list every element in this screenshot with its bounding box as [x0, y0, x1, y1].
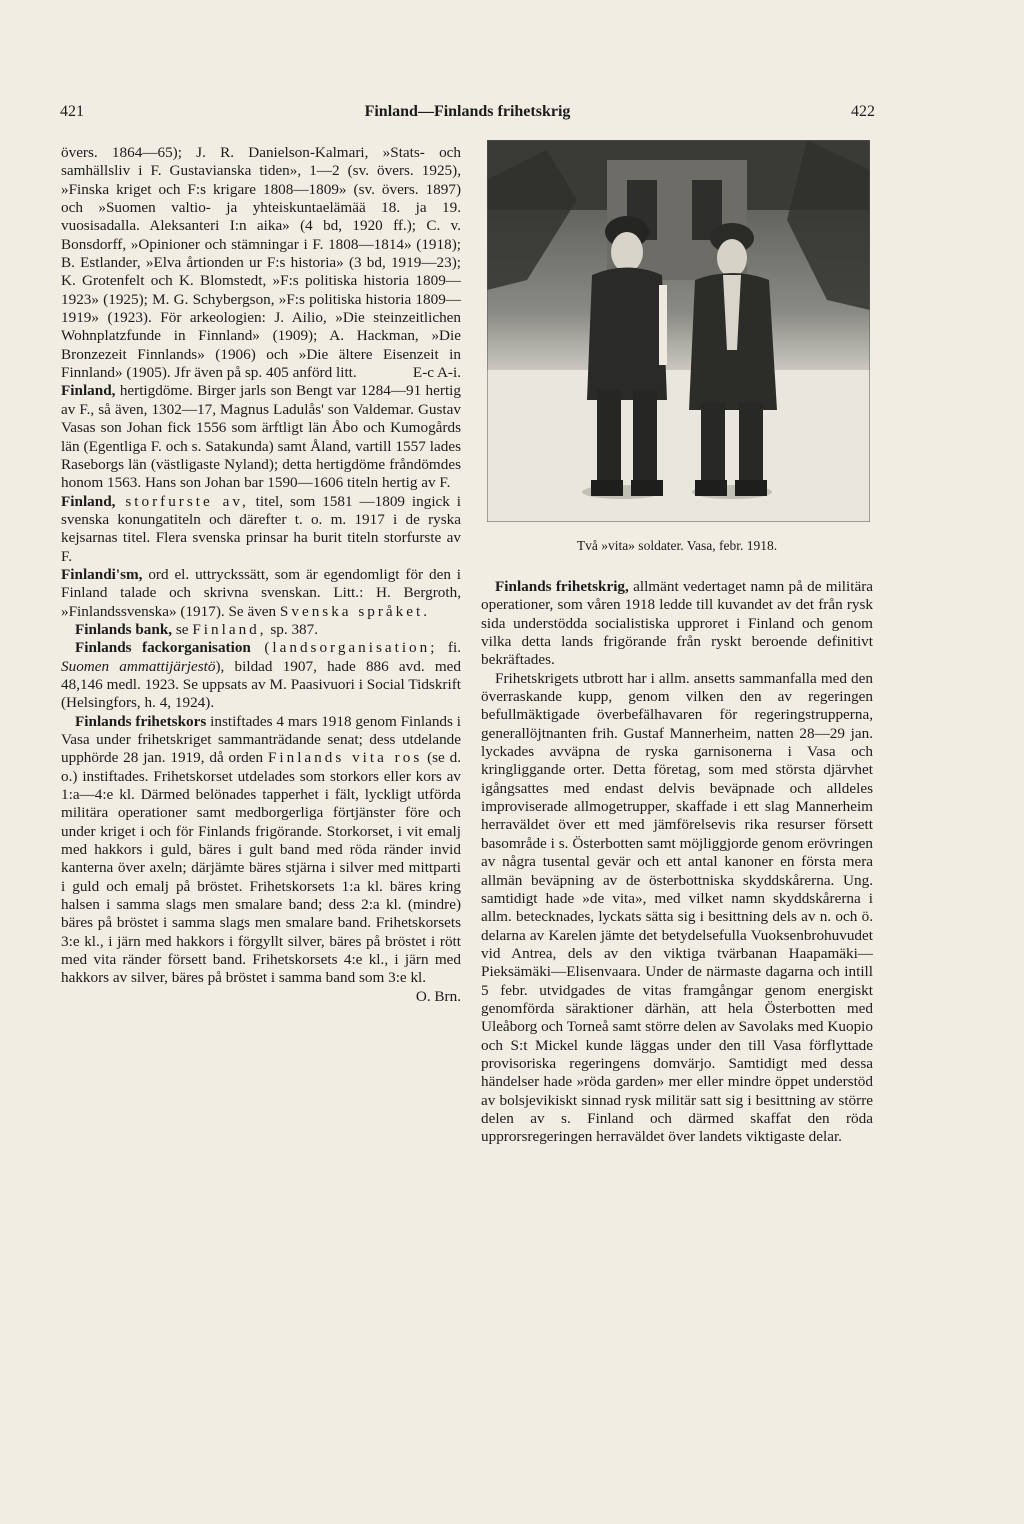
right-column [481, 578, 873, 1147]
entry-head: Finlands frihetskrig, [495, 578, 629, 595]
entry-finlands-frihetskors: Finlands frihetskors instiftades 4 mars 1918 genom Finlands i Vasa under frihetskriget sammanträdande senat; dess utdelande upphörde 28 jan. 1919, då orden Finlands vita ros (se d. o.) instiftades. Frihetskorset utdelades som storkors eller kors av 1:a—4:e kl. Därmed belönades tapperhet i fält, lyckligt utförda militära operationer samt medborgerliga förtjänster före och under kriget i och för Finlands frigörande. Storkorset, i vit emalj med hakkors i guld, bäres i gult band med röda ränder invid kanterna över axeln; därjämte bäres stjärna i silver med mittparti i guld och emalj på bröstet. Frihetskorsets 1:a kl. bäres kring halsen i samma slags men smalare band; dess 2:a kl. (mindre) bäres på bröstet i samma slags men smalare band. Frihetskorsets 3:e kl., i järn med hakkors i förgyllt silver, bäres på bröstet i rött med vita ränder försett band. Frihetskorsets 4:e kl., i järn med hakkors av silver, bäres på bröstet i samma band som 3:e kl. O. Brn. [61, 712, 461, 1005]
author-signature: O. Brn. [415, 987, 461, 1005]
entry-finlands-bank: Finlands bank, se Finland, sp. 387. [75, 620, 319, 638]
bibliography-paragraph: övers. 1864—65); J. R. Danielson-Kalmari, »Stats- och samhällsliv i F. Gustavianska tiden», 1—2 (sv. övers. 1925), »Finska kriget och F:s krigare 1808—1809» (sv. övers. 1897) och »Suomen valtio- ja yhteiskuntaelämää 18. ja 19. vuosisadalla. Aleksanteri I:n aika» (4 bd, 1920 ff.); C. v. Bonsdorff, »Opinioner och stämningar i F. 1808—1814» (1918); B. Estlander, »Elva årtionden ur F:s historia» (3 bd, 1919—23); K. Grotenfelt och K. Blomstedt, »F:s politiska historia 1809—1923» (1925); M. G. Schybergson, »F:s politiska historia 1809—1919» (1923). För arkeologien: J. Ailio, »Die steinzeitlichen Wohnplatzfunde in Finnland» (1909); A. Hackman, »Die Bronzezeit Finnlands» (1906) och »Die ältere Eisenzeit in Finnland» (1905). Jfr även på sp. 405 anförd litt. E-c A-i. [61, 144, 461, 382]
entry-head: Finland, [61, 492, 116, 510]
left-page-number: 421 [60, 103, 84, 120]
entry-head: Finlands bank, [75, 620, 173, 638]
right-page-number: 422 [851, 103, 875, 120]
entry-head: Finlandi'sm, [61, 565, 143, 583]
entry-finland-storfurste: Finland, storfurste av, titel, som 1581 —1809 ingick i svenska konungatiteln och därefter t. o. m. 1917 i de ryska kejsarnas titel. Flera svenska prinsar ha burit titeln storfurste av F. [61, 492, 461, 565]
entry-head: Finland, [61, 382, 116, 400]
photograph-two-soldiers [487, 140, 870, 522]
left-column [61, 144, 461, 1006]
entry-finlands-frihetskrig: Finlands frihetskrig, allmänt vedertaget namn på de militära operationer, som våren 1918 ledde till kuvandet av det från rysk sida understödda socialistiska upproret i Finland och genom vilka detta lands frigörande från ryskt beroende definitivt bekräftades. [481, 578, 873, 669]
frihetskrig-paragraph: Frihetskrigets utbrott har i allm. ansetts sammanfalla med den överraskande kupp, genom vilken den av regeringen befullmäktigade överbefälhavaren för regeringstrupperna, generallöjtnanten frih. Gustaf Mannerheim, natten 28—29 jan. lyckades avväpna de ryska garnisonerna i Vasa och kringliggande orter. Detta företag, som med största djärvhet igångsattes med endast delvis beväpnade och alldeles improviserade allmogetrupper, skaffade i ett slag Mannerheim herraväldet över ett med jämförelsevis rika resurser försett basområde i s. Österbotten samt möjliggjorde genom erövringen av några tusental gevär och ett antal kanoner en första mera allmän beväpning av de österbottniska skyddskårerna. Ung. samtidigt hade »de vita», med vilket namn skyddskårerna i allm. betecknades, lyckats sätta sig i besittning dels av n. och ö. delarna av Karelen jämte det betydelsefulla Vuoksenbrohuvudet vid Antrea, dels av den viktiga tvärbanan Haapamäki—Pieksämäki—Elisenvaara. Under de närmaste dagarna och intill 5 febr. utvidgades de vitas framgångar genom energiskt genomförda säraktioner därhän, att hela Österbotten med Uleåborg och Torneå samt större delen av Savolaks med Kuopio och S:t Mickel kunde läggas under den till Vasa förflyttade provisoriska regeringens domvärjo. Samtidigt med dessa händelser hade »röda garden» mer eller mindre öppet understöd av bolsjevikiskt sinnad rysk militär satt sig i besittning av större delen av s. Finland och därmed skaffat den röda upprorsregeringen herraväldet över landets viktigaste delar. [481, 669, 873, 1146]
entry-head: Finlands frihetskors [75, 712, 207, 730]
entry-finlands-fackorganisation: Finlands fackorganisation (landsorganisation; fi. Suomen ammattijärjestö), bildad 1907, hade 886 avd. med 48,146 medl. 1923. Se uppsats av M. Paasivuori i Social Tidskrift (Helsingfors, h. 4, 1924). [61, 639, 462, 712]
entry-finland-hertigdome: Finland, hertigdöme. Birger jarls son Bengt var 1284—91 hertig av F., så även, 1302—17, Magnus Ladulås' son Valdemar. Gustav Vasas son Johan fick 1556 som ärftligt län Åbo och Kumogårds län (Egentliga F. och s. Satakunda) samt Åland, vartill 1557 lades Raseborgs län (västligaste Nyland); detta hertigdöme fråndömdes honom 1563. Hans son Johan bar 1590—1606 titeln hertig av F. [61, 382, 461, 492]
running-title: Finland—Finlands frihetskrig [364, 103, 571, 120]
entry-head: Finlands fackorganisation [75, 639, 251, 657]
page-header [60, 103, 875, 127]
entry-finlandism: Finlandi'sm, ord el. uttryckssätt, som är egendomligt för den i Finland talade och skrivna svenskan. Litt.: H. Bergroth, »Finlandssvenska» (1917). Se även Svenska språket. [61, 565, 461, 620]
author-signature: E-c A-i. [412, 364, 461, 382]
photo-caption: Två »vita» soldater. Vasa, febr. 1918. [576, 538, 778, 553]
